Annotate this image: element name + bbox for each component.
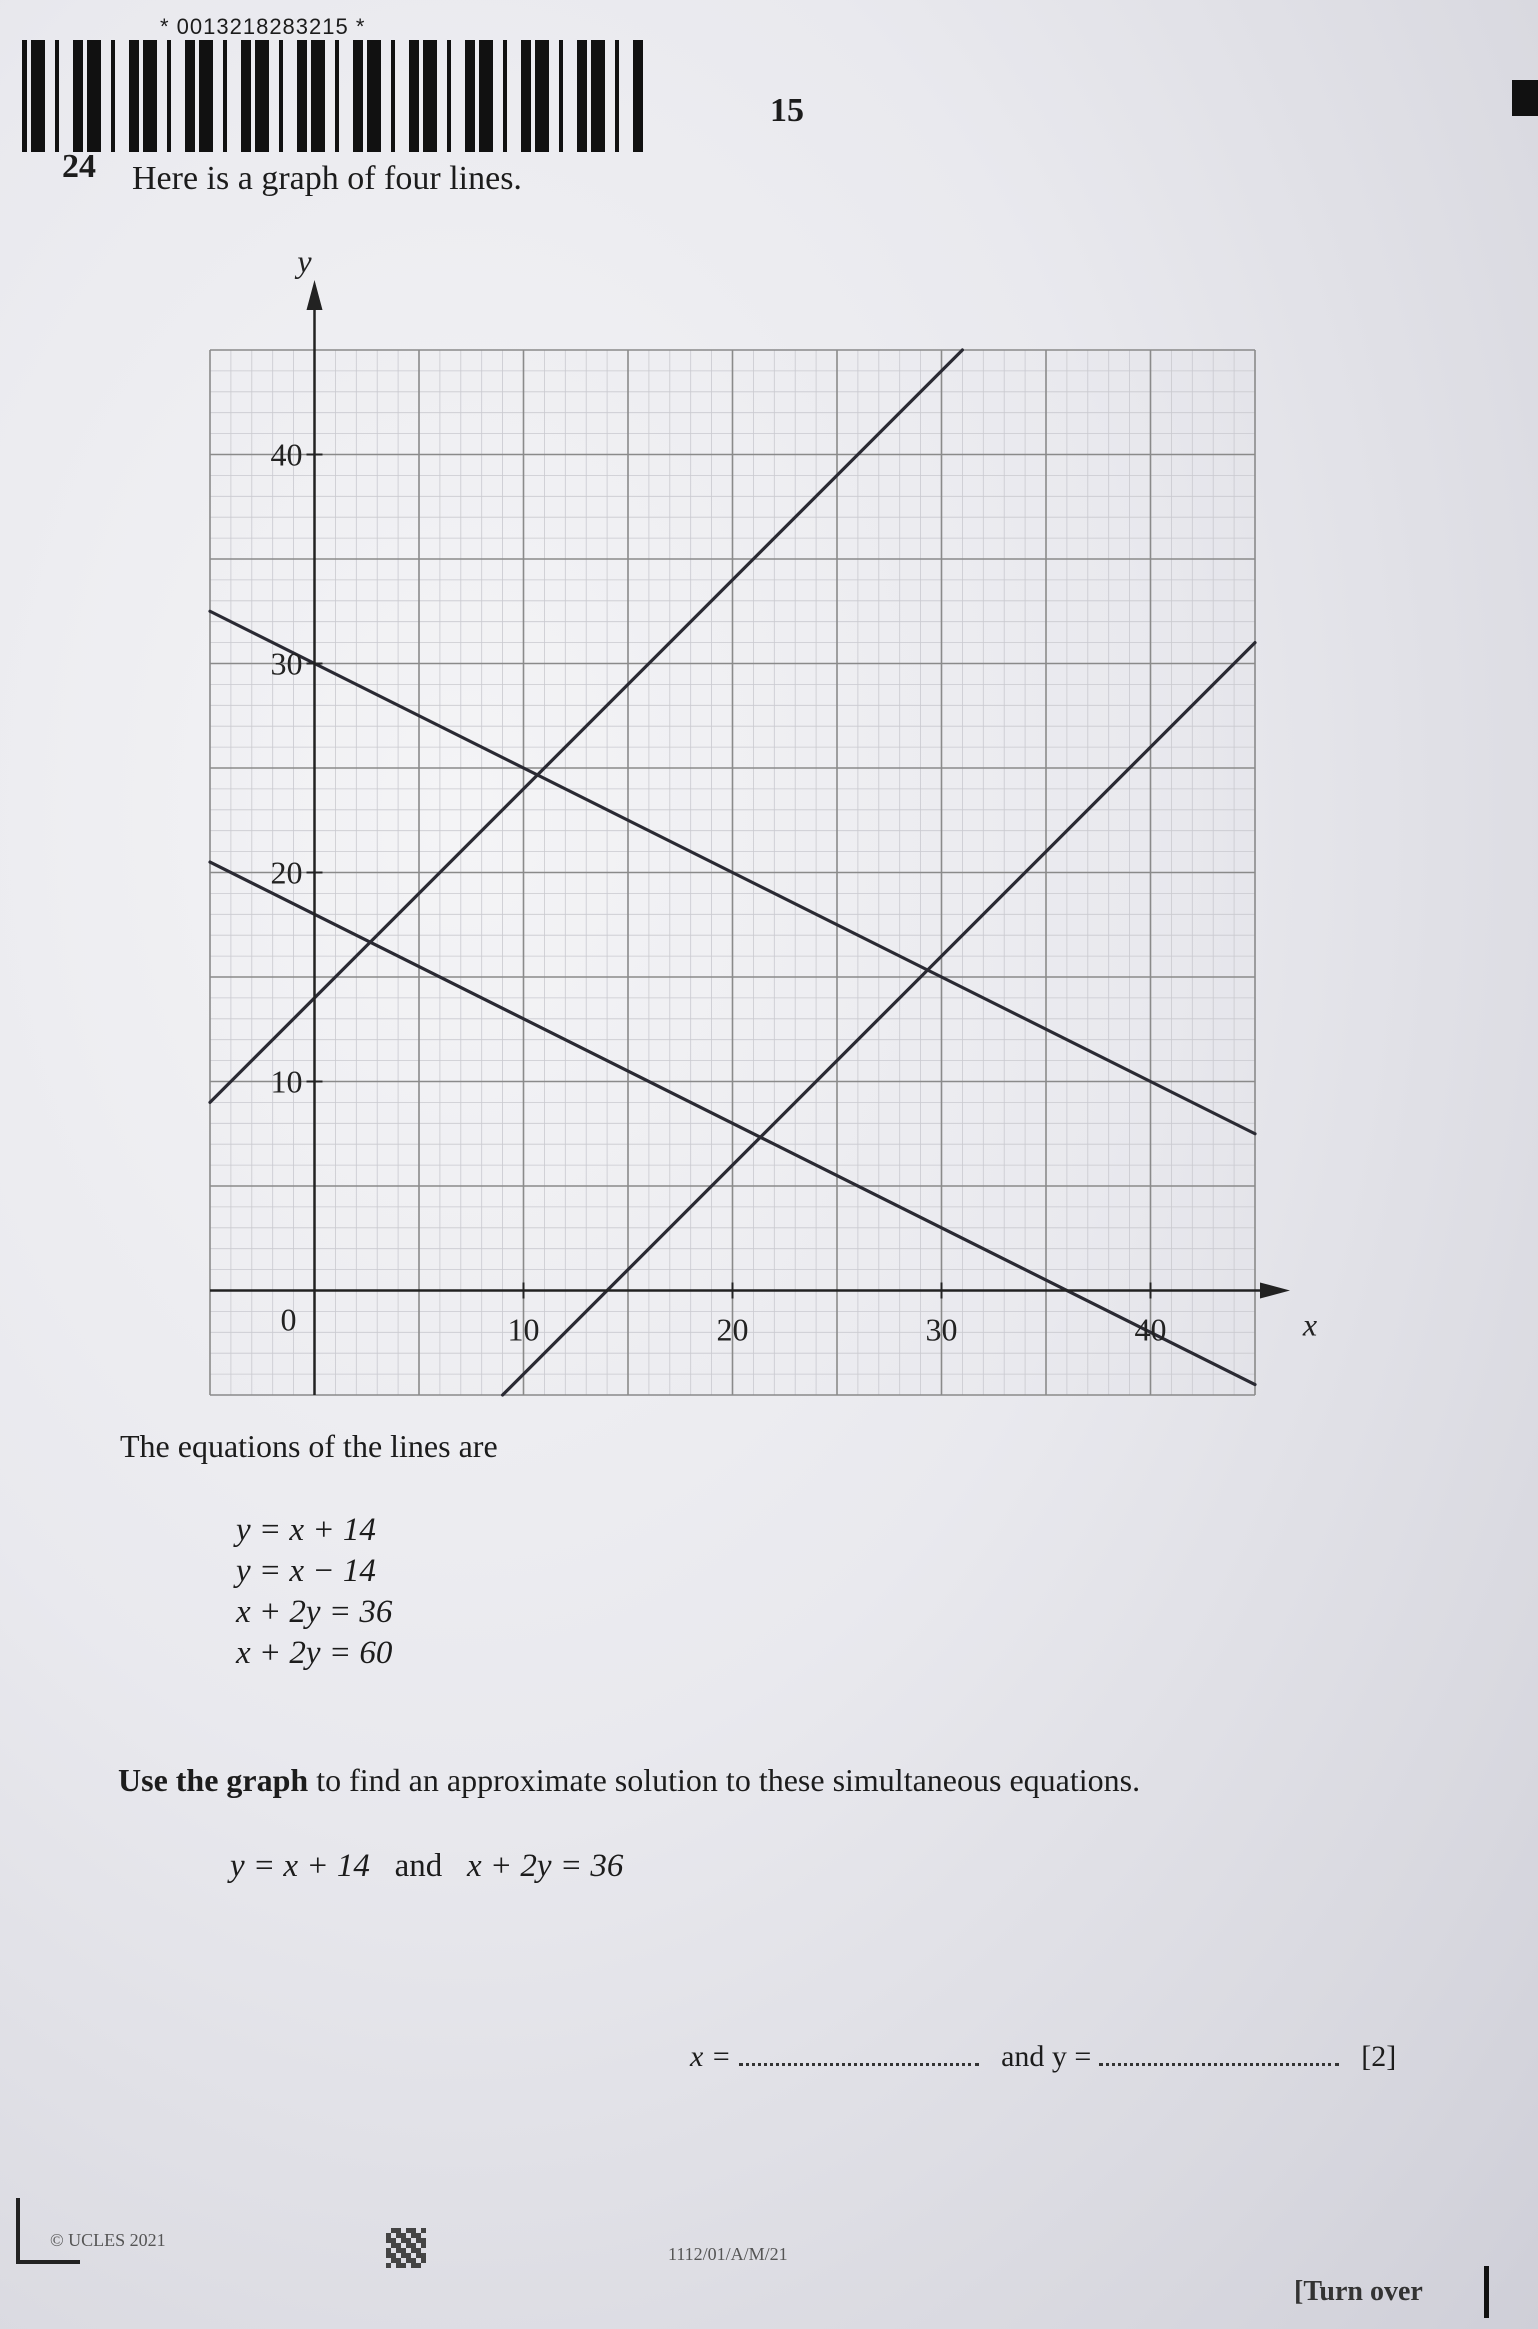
barcode-bar	[255, 40, 260, 152]
barcode-bar	[24, 40, 27, 152]
barcode-bar	[479, 40, 484, 152]
corner-registration-mark	[1512, 80, 1538, 116]
barcode-bar	[360, 40, 363, 152]
question-text: Here is a graph of four lines.	[132, 160, 522, 197]
barcode-bar	[199, 40, 204, 152]
qr-cell	[406, 2243, 411, 2248]
barcode-bar	[206, 40, 209, 152]
qr-cell	[391, 2228, 396, 2233]
barcode-bar	[428, 40, 430, 152]
barcode-bar	[465, 40, 470, 152]
barcode-bar	[577, 40, 582, 152]
barcode-bar	[409, 40, 414, 152]
barcode-bar	[297, 40, 302, 152]
answer-marks: [2]	[1361, 2040, 1397, 2073]
qr-cell	[401, 2263, 406, 2268]
qr-cell	[406, 2228, 411, 2233]
y-tick-label: 20	[270, 854, 303, 891]
barcode-bar	[167, 40, 171, 152]
barcode-bar	[416, 40, 419, 152]
y-axis-label: y	[297, 243, 312, 279]
barcode-bar	[316, 40, 318, 152]
barcode-bar	[582, 40, 584, 152]
barcode-bar	[22, 40, 24, 152]
barcode-bar	[353, 40, 358, 152]
barcode-bar	[318, 40, 321, 152]
barcode-bar	[73, 40, 78, 152]
barcode-bar	[542, 40, 545, 152]
x-tick-label: 10	[507, 1311, 540, 1348]
barcode-bar	[638, 40, 640, 152]
qr-code-icon	[386, 2228, 426, 2268]
barcode-bar	[372, 40, 374, 152]
barcode-bar	[92, 40, 94, 152]
barcode-bar	[248, 40, 251, 152]
barcode-bar	[335, 40, 339, 152]
barcode-bar	[204, 40, 206, 152]
barcode-bar	[134, 40, 136, 152]
barcode-bar	[41, 40, 45, 152]
barcode-bar	[241, 40, 246, 152]
barcode-bar	[111, 40, 115, 152]
barcode-bar	[148, 40, 150, 152]
qr-cell	[416, 2233, 421, 2238]
axis-labels	[271, 243, 1318, 1348]
y-tick-label: 10	[270, 1063, 303, 1100]
qr-cell	[386, 2248, 391, 2253]
y-tick-label: 30	[270, 645, 303, 682]
qr-cell	[386, 2263, 391, 2268]
barcode-bar	[153, 40, 157, 152]
barcode-bar	[633, 40, 638, 152]
barcode-bar	[472, 40, 475, 152]
instruction-rest: to find an approximate solution to these simultaneous equations.	[308, 1762, 1141, 1798]
barcode-bar	[377, 40, 381, 152]
barcode-bar	[31, 40, 36, 152]
barcode-bar	[246, 40, 248, 152]
equations-intro: The equations of the lines are	[120, 1428, 498, 1464]
barcode-bar	[136, 40, 139, 152]
x-tick-label: 20	[716, 1311, 749, 1348]
qr-cell	[401, 2238, 406, 2243]
qr-cell	[421, 2258, 426, 2263]
qr-cell	[421, 2238, 426, 2243]
paper-code: 1112/01/A/M/21	[668, 2244, 788, 2264]
barcode-bar	[94, 40, 97, 152]
barcode-bar	[302, 40, 304, 152]
qr-cell	[406, 2258, 411, 2263]
qr-cell	[411, 2248, 416, 2253]
barcode-bar	[489, 40, 493, 152]
barcode-bar	[601, 40, 605, 152]
qr-cell	[411, 2228, 416, 2233]
barcode-bar	[521, 40, 526, 152]
barcode-bar	[192, 40, 195, 152]
barcode-bar	[470, 40, 472, 152]
instruction	[118, 1762, 1140, 1799]
barcode-bar	[358, 40, 360, 152]
qr-cell	[396, 2233, 401, 2238]
barcode-bar	[526, 40, 528, 152]
barcode-bar	[391, 40, 395, 152]
qr-cell	[391, 2253, 396, 2258]
turn-over: [Turn over	[1294, 2276, 1423, 2307]
barcode-bar	[535, 40, 540, 152]
y-tick-label: 40	[270, 436, 303, 473]
y-axis-arrow-icon	[307, 280, 323, 310]
barcode-bar	[374, 40, 377, 152]
answer-y-field[interactable]	[1099, 2053, 1339, 2066]
barcode-bar	[36, 40, 38, 152]
x-axis-arrow-icon	[1260, 1283, 1290, 1299]
barcode-bar	[545, 40, 549, 152]
x-tick-label: 30	[925, 1311, 958, 1348]
barcode-bar	[190, 40, 192, 152]
equation-2: y = x − 14	[236, 1553, 376, 1589]
barcode-bar	[591, 40, 596, 152]
qr-cell	[416, 2253, 421, 2258]
qr-cell	[411, 2233, 416, 2238]
barcode-bar	[304, 40, 307, 152]
qr-cell	[401, 2248, 406, 2253]
barcode-bar	[262, 40, 265, 152]
turn-over-bar	[1484, 2266, 1489, 2318]
barcode-bar	[584, 40, 587, 152]
qr-cell	[391, 2258, 396, 2263]
target-equations	[230, 1848, 623, 1885]
barcode-bar	[223, 40, 227, 152]
barcode-bar	[265, 40, 269, 152]
barcode-bar	[143, 40, 148, 152]
barcode-bar	[430, 40, 433, 152]
barcode-bar	[528, 40, 531, 152]
copyright: © UCLES 2021	[50, 2230, 166, 2250]
qr-cell	[421, 2228, 426, 2233]
qr-cell	[421, 2243, 426, 2248]
barcode-bar	[87, 40, 92, 152]
barcode-bar	[78, 40, 80, 152]
qr-cell	[416, 2263, 421, 2268]
qr-cell	[386, 2233, 391, 2238]
qr-cell	[421, 2253, 426, 2258]
barcode-bar	[321, 40, 325, 152]
barcode-bar	[55, 40, 59, 152]
answer-line	[690, 2040, 1470, 2100]
qr-cell	[406, 2238, 411, 2243]
target-equation-1: y = x + 14	[230, 1848, 370, 1884]
qr-cell	[391, 2243, 396, 2248]
qr-cell	[386, 2253, 391, 2258]
barcode	[22, 40, 642, 152]
equation-1: y = x + 14	[236, 1512, 376, 1548]
answer-y-label: and y =	[1001, 2040, 1092, 2073]
graph	[195, 240, 1318, 1410]
x-tick-label: 40	[1134, 1311, 1167, 1348]
x-axis-label: x	[1302, 1306, 1318, 1343]
answer-x-field[interactable]	[739, 2053, 979, 2066]
equation-4: x + 2y = 60	[236, 1635, 393, 1671]
barcode-bar	[38, 40, 41, 152]
answer-x-label: x =	[690, 2040, 732, 2073]
barcode-bar	[559, 40, 563, 152]
barcode-bar	[615, 40, 619, 152]
qr-cell	[391, 2238, 396, 2243]
qr-cell	[411, 2263, 416, 2268]
barcode-bar	[598, 40, 601, 152]
question-number: 24	[62, 148, 96, 185]
target-equation-2: x + 2y = 36	[467, 1848, 624, 1884]
barcode-bar	[503, 40, 507, 152]
qr-cell	[416, 2248, 421, 2253]
instruction-bold: Use the graph	[118, 1762, 309, 1798]
serial-number: * 0013218283215 *	[160, 14, 366, 39]
barcode-bar	[640, 40, 643, 152]
equation-3: x + 2y = 36	[236, 1594, 393, 1630]
barcode-bar	[414, 40, 416, 152]
qr-cell	[396, 2243, 401, 2248]
barcode-bar	[596, 40, 598, 152]
barcode-bar	[433, 40, 437, 152]
qr-cell	[401, 2253, 406, 2258]
target-and: and	[394, 1848, 443, 1884]
qr-cell	[406, 2253, 411, 2258]
qr-cell	[416, 2238, 421, 2243]
qr-cell	[411, 2243, 416, 2248]
page-number: 15	[770, 92, 804, 129]
barcode-bar	[423, 40, 428, 152]
barcode-bar	[311, 40, 316, 152]
qr-cell	[401, 2233, 406, 2238]
barcode-bar	[540, 40, 542, 152]
barcode-bar	[80, 40, 83, 152]
barcode-bar	[447, 40, 451, 152]
barcode-bar	[484, 40, 486, 152]
barcode-bar	[486, 40, 489, 152]
barcode-bar	[150, 40, 153, 152]
barcode-bar	[279, 40, 283, 152]
barcode-bar	[97, 40, 101, 152]
barcode-bar	[367, 40, 372, 152]
qr-cell	[396, 2263, 401, 2268]
origin-label: 0	[280, 1301, 297, 1338]
barcode-bar	[185, 40, 190, 152]
barcode-bar	[129, 40, 134, 152]
qr-cell	[396, 2248, 401, 2253]
qr-cell	[411, 2258, 416, 2263]
barcode-bar	[209, 40, 213, 152]
barcode-bar	[260, 40, 262, 152]
qr-cell	[396, 2228, 401, 2233]
qr-cell	[386, 2238, 391, 2243]
qr-cell	[396, 2258, 401, 2263]
